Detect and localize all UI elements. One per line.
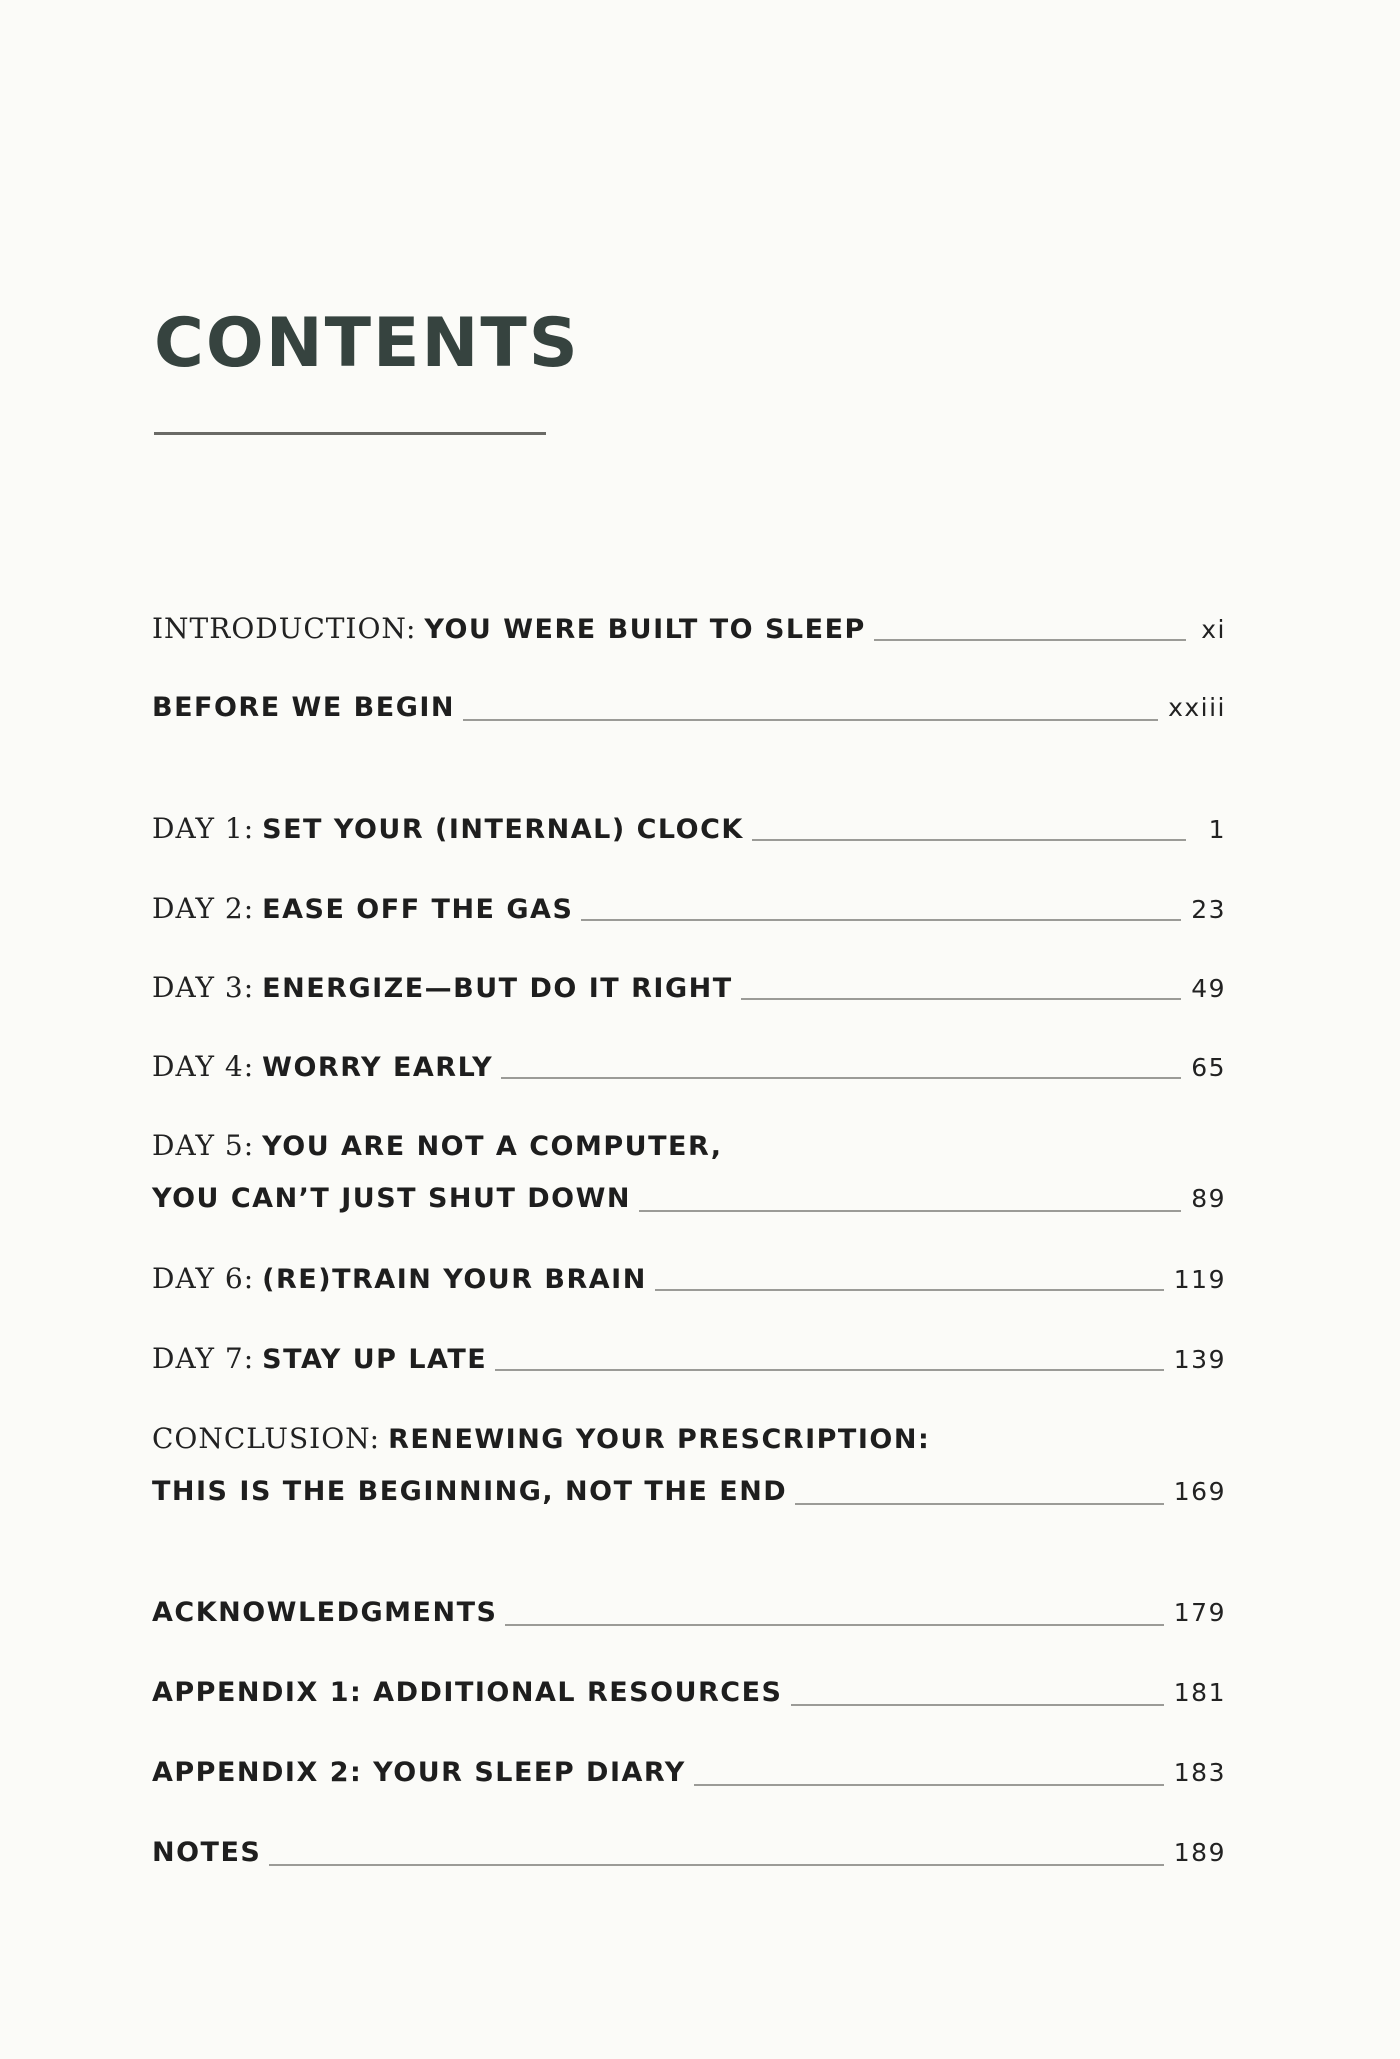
entry-lead: DAY 2:	[152, 892, 255, 925]
entry-page: xxiii	[1168, 693, 1226, 722]
leader-line	[752, 839, 1186, 841]
entry-page: xi	[1201, 615, 1226, 644]
entry-lead: DAY 6:	[152, 1262, 255, 1295]
leader-line	[694, 1784, 1164, 1786]
leader-line	[655, 1289, 1164, 1291]
entry-page: 1	[1208, 815, 1226, 844]
entry-title: RENEWING YOUR PRESCRIPTION:	[388, 1424, 931, 1455]
entry-title-continued: YOU CAN’T JUST SHUT DOWN	[152, 1183, 632, 1214]
entry-title: WORRY EARLY	[262, 1052, 494, 1083]
toc-entry-before-we-begin[interactable]	[152, 692, 1226, 728]
entry-page: 23	[1191, 895, 1226, 924]
entry-title: YOU ARE NOT A COMPUTER,	[262, 1131, 723, 1162]
entry-lead: DAY 5:	[152, 1129, 255, 1162]
entry-title: APPENDIX 2: YOUR SLEEP DIARY	[152, 1757, 686, 1788]
leader-line	[639, 1210, 1181, 1212]
toc-entry-conclusion[interactable]	[152, 1422, 1226, 1512]
toc-entry-day-4[interactable]	[152, 1050, 1226, 1086]
toc-entry-day-6[interactable]	[152, 1262, 1226, 1298]
leader-line	[501, 1077, 1181, 1079]
toc-entry-appendix-2[interactable]	[152, 1757, 1226, 1793]
entry-page: 183	[1173, 1758, 1226, 1787]
toc-entry-day-5[interactable]	[152, 1129, 1226, 1219]
leader-line	[874, 639, 1186, 641]
leader-line	[741, 998, 1182, 1000]
toc-entry-day-1[interactable]	[152, 812, 1226, 848]
entry-page: 189	[1173, 1838, 1226, 1867]
entry-title: EASE OFF THE GAS	[262, 894, 574, 925]
leader-line	[791, 1704, 1164, 1706]
toc-entry-day-7[interactable]	[152, 1342, 1226, 1378]
leader-line	[505, 1624, 1163, 1626]
toc-entry-introduction[interactable]	[152, 612, 1226, 648]
entry-title: NOTES	[152, 1837, 262, 1868]
toc-entry-appendix-1[interactable]	[152, 1677, 1226, 1713]
entry-lead: DAY 3:	[152, 971, 255, 1004]
entry-title: SET YOUR (INTERNAL) CLOCK	[262, 814, 744, 845]
toc-entry-acknowledgments[interactable]	[152, 1597, 1226, 1633]
toc-entry-day-2[interactable]	[152, 892, 1226, 928]
toc-entry-day-3[interactable]	[152, 971, 1226, 1007]
leader-line	[495, 1369, 1164, 1371]
entry-lead: DAY 7:	[152, 1342, 255, 1375]
entry-page: 65	[1191, 1053, 1226, 1082]
entry-lead: DAY 4:	[152, 1050, 255, 1083]
entry-title: ACKNOWLEDGMENTS	[152, 1597, 498, 1628]
leader-line	[269, 1864, 1163, 1866]
entry-title: STAY UP LATE	[262, 1344, 488, 1375]
leader-line	[463, 719, 1158, 721]
entry-title-continued: THIS IS THE BEGINNING, NOT THE END	[152, 1476, 788, 1507]
entry-lead: CONCLUSION:	[152, 1422, 381, 1455]
entry-page: 181	[1173, 1678, 1226, 1707]
entry-title: BEFORE WE BEGIN	[152, 692, 456, 723]
title-underline	[154, 432, 546, 435]
entry-page: 49	[1191, 974, 1226, 1003]
leader-line	[795, 1503, 1164, 1505]
page-title: CONTENTS	[154, 304, 580, 383]
entry-page: 89	[1191, 1184, 1226, 1213]
entry-title: YOU WERE BUILT TO SLEEP	[424, 614, 866, 645]
entry-page: 179	[1173, 1598, 1226, 1627]
leader-line	[581, 919, 1181, 921]
toc-entry-notes[interactable]	[152, 1837, 1226, 1873]
entry-page: 139	[1173, 1345, 1226, 1374]
entry-title: (RE)TRAIN YOUR BRAIN	[262, 1264, 647, 1295]
entry-title: APPENDIX 1: ADDITIONAL RESOURCES	[152, 1677, 783, 1708]
entry-title: ENERGIZE—BUT DO IT RIGHT	[262, 973, 733, 1004]
entry-page: 169	[1173, 1477, 1226, 1506]
entry-page: 119	[1173, 1265, 1226, 1294]
entry-lead: INTRODUCTION:	[152, 612, 417, 645]
entry-lead: DAY 1:	[152, 812, 255, 845]
